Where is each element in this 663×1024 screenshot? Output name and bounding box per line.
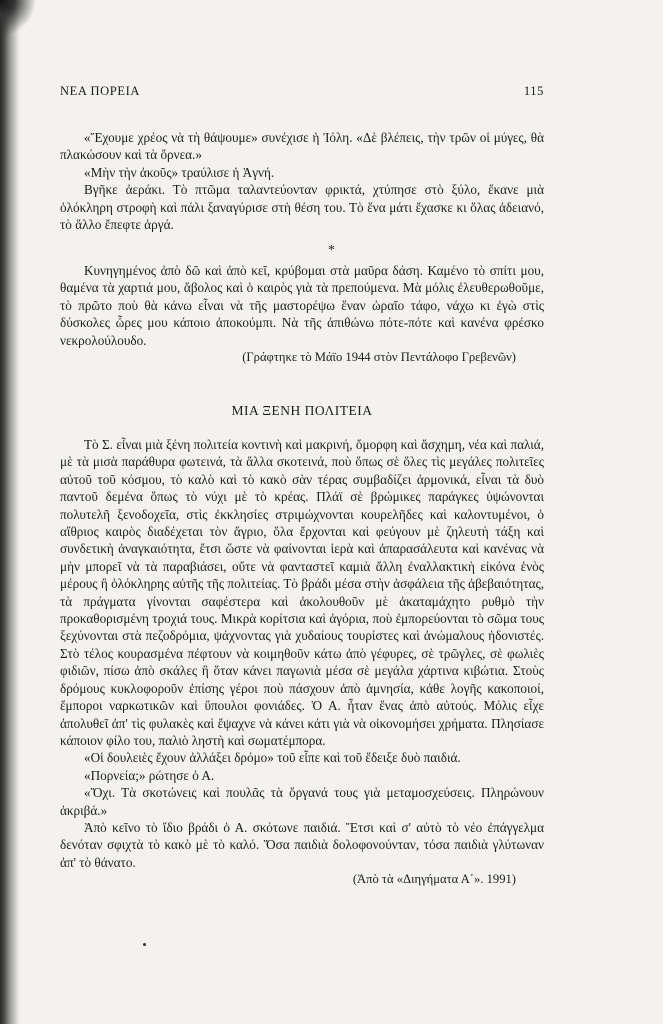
page-number: 115 bbox=[523, 84, 544, 98]
story2-paragraph: Τὸ Σ. εἶναι μιὰ ξένη πολιτεία κοντινὴ καὶ μακρινή, ὄμορφη καὶ ἄσχημη, νέα καὶ παλιά, μὲ τὰ μισὰ παράθυρα φωτεινά, τὰ ἄλλα σκοτεινά, ποὺ ὅπως σὲ ὅλες τὶς μεγάλες πολιτεῖες αὐτοῦ τοῦ κόσμου, τὸ καλὸ καὶ τὸ κακὸ σὰν τέρας συμβαδίζει ἁρμονικά, εἶναι τὰ δυὸ παντοῦ δεμένα ὅπως τὸ νύχι μὲ τὸ κρέας. Πλάϊ σὲ βρώμικες παράγκες ὑψώνονται πολυτελῆ ξενοδοχεῖα, στὶς ἐκκλησίες στριμώχνονται κουρελῆδες καὶ καλοντυμένοι, ὁ αἴθριος καιρὸς διαδέχεται τὸν ἄγριο, ὅλα ἔρχονται καὶ φεύγουν μὲ ζηλευτὴ τάξη καὶ συνδετικὴ ἀναγκαιότητα, ἔτσι ὥστε νὰ φαίνονται ἱερὰ καὶ ἀπαρασάλευτα καὶ κανένας νὰ μὴν μπορεῖ νὰ τὰ παραβιάσει, οὔτε νὰ φανταστεῖ καμιὰ ἄλλη ἐναλλακτικὴ εἰκόνα ἑνὸς μέρους ἢ ὁλόκληρης αὐτῆς τῆς πολιτείας. Τὸ βράδι μέσα στὴν ἀσφάλεια τῆς ἀβεβαιότητας, τὰ πράγματα γίνονται σαφέστερα καὶ ἀκολουθοῦν μὲ ἀκαταμάχητο ρυθμὸ τὴν προκαθορισμένη τροχιά τους. Μικρὰ κορίτσια καὶ ἀγόρια, ποὺ ἐμπορεύονται τὸ σῶμα τους ξεχύνονται στὰ πεζοδρόμια, ψάχνοντας γιὰ χυδαίους τουρίστες καὶ ἀνώμαλους ἡδονιστές. Στὸ τέλος κουρασμένα πέφτουν νὰ κοιμηθοῦν κάτω ἀπὸ γέφυρες, σὲ τρῶγλες, σὲ φωλιὲς φιδιῶν, πίσω ἀπὸ σκάλες ἢ ὅταν κάνει παγωνιὰ μέσα σὲ μεγάλα χάρτινα κιβώτια. Στοὺς δρόμους κυκλοφοροῦν ἐπίσης γέροι ποὺ πάσχουν ἀπὸ ἀμνησία, κάθε λογῆς κακοποιοί, ἔμποροι ναρκωτικῶν καὶ ὕπουλοι φονιάδες. Ὁ Α. ἦταν ἕνας ἀπὸ αὐτούς. Μόλις εἶχε ἀπολυθεῖ ἀπ' τὶς φυλακὲς καὶ ἔψαχνε νὰ κάνει κάτι γιὰ νὰ οἰκονομήσει χρήματα. Πλησίασε κάποιον φίλο του, παλιὸ ληστὴ καὶ σωματέμπορα. bbox=[60, 437, 544, 748]
story1-signoff: (Γράφτηκε τὸ Μάϊο 1944 στὸν Πεντάλοφο Γρεβενῶν) bbox=[242, 350, 516, 365]
story1-closing bbox=[60, 262, 544, 366]
story2-title: ΜΙΑ ΞΕΝΗ ΠΟΛΙΤΕΙΑ bbox=[231, 403, 373, 418]
story1-paragraph: «Μὴν τὴν ἀκοῦς» τραύλισε ἡ Ἁγνή. bbox=[84, 164, 275, 180]
story2-body bbox=[60, 436, 544, 889]
story2-paragraph: «Οἱ δουλειὲς ἔχουν ἀλλάξει δρόμο» τοῦ εἶπε καὶ τοῦ ἔδειξε δυὸ παιδιά. bbox=[84, 750, 461, 766]
ink-speck bbox=[143, 943, 146, 946]
story2-paragraph: «Ὄχι. Τὰ σκοτώνεις καὶ πουλᾶς τὰ ὄργανά τους γιὰ μεταμοσχεύσεις. Πληρώνουν ἀκριβά.» bbox=[60, 785, 544, 818]
story1-paragraph: «Ἔχουμε χρέος νὰ τὴ θάψουμε» συνέχισε ἡ Ἰόλη. «Δὲ βλέπεις, τὴν τρῶν οἱ μύγες, θὰ πλακώσουν καὶ τὰ ὄρνεα.» bbox=[60, 130, 544, 163]
page-binding-edge bbox=[0, 0, 20, 1024]
story2-paragraph: Ἀπὸ κεῖνο τὸ ἴδιο βράδι ὁ Α. σκότωνε παιδιά. Ἔτσι καὶ σ' αὐτὸ τὸ νέο ἐπάγγελμα δενόταν σφιχτὰ τὸ κακὸ μὲ τὸ καλό. Ὅσα παιδιὰ δολοφονούνταν, τόσα παιδιὰ γλύτωναν ἀπ' τὸ θάνατο. bbox=[60, 819, 544, 870]
story2-paragraph: «Πορνεία;» ρώτησε ὁ Α. bbox=[84, 767, 215, 783]
story1-closing-paragraph: Κυνηγημένος ἀπὸ δῶ καὶ ἀπὸ κεῖ, κρύβομαι στὰ μαῦρα δάση. Καμένο τὸ σπίτι μου, θαμένα τὰ χαρτιά μου, ἄβολος καὶ ὁ καιρὸς γιὰ τὰ πρεπούμενα. Μὰ μόλις ἐλευθερωθοῦμε, τὸ πρῶτο ποὺ θὰ κάνω εἶναι νὰ τῆς μαστορέψω ἕναν ὡραῖο τάφο, νάχω κι ἐγὼ στὶς δύσκολες ὧρες μου κάποιο ἀποκούμπι. Νὰ τῆς ἀπιθώνω πότε-πότε καὶ κανένα φρέσκο νεκρολούλουδο. bbox=[60, 263, 544, 348]
page-corner-shadow bbox=[0, 0, 40, 40]
story1-dialogue bbox=[60, 129, 544, 233]
story1-paragraph: Βγῆκε ἀεράκι. Τὸ πτῶμα ταλαντεύονταν φρικτά, χτύπησε στὸ ξύλο, ἔκανε μιὰ ὁλόκληρη στροφὴ καὶ πάλι ξαναγύρισε στὴ θέση του. Τὸ ἕνα μάτι ἔχασκε κι ὅλας ἀδειανό, τὸ ἄλλο ἔπεφτε ἀργά. bbox=[60, 182, 544, 233]
page-header bbox=[60, 84, 544, 100]
section-separator: * bbox=[328, 243, 335, 258]
running-head: ΝΕΑ ΠΟΡΕΙΑ bbox=[60, 84, 140, 98]
story2-signoff: (Ἀπὸ τὰ «Διηγήματα Α΄». 1991) bbox=[352, 872, 516, 887]
